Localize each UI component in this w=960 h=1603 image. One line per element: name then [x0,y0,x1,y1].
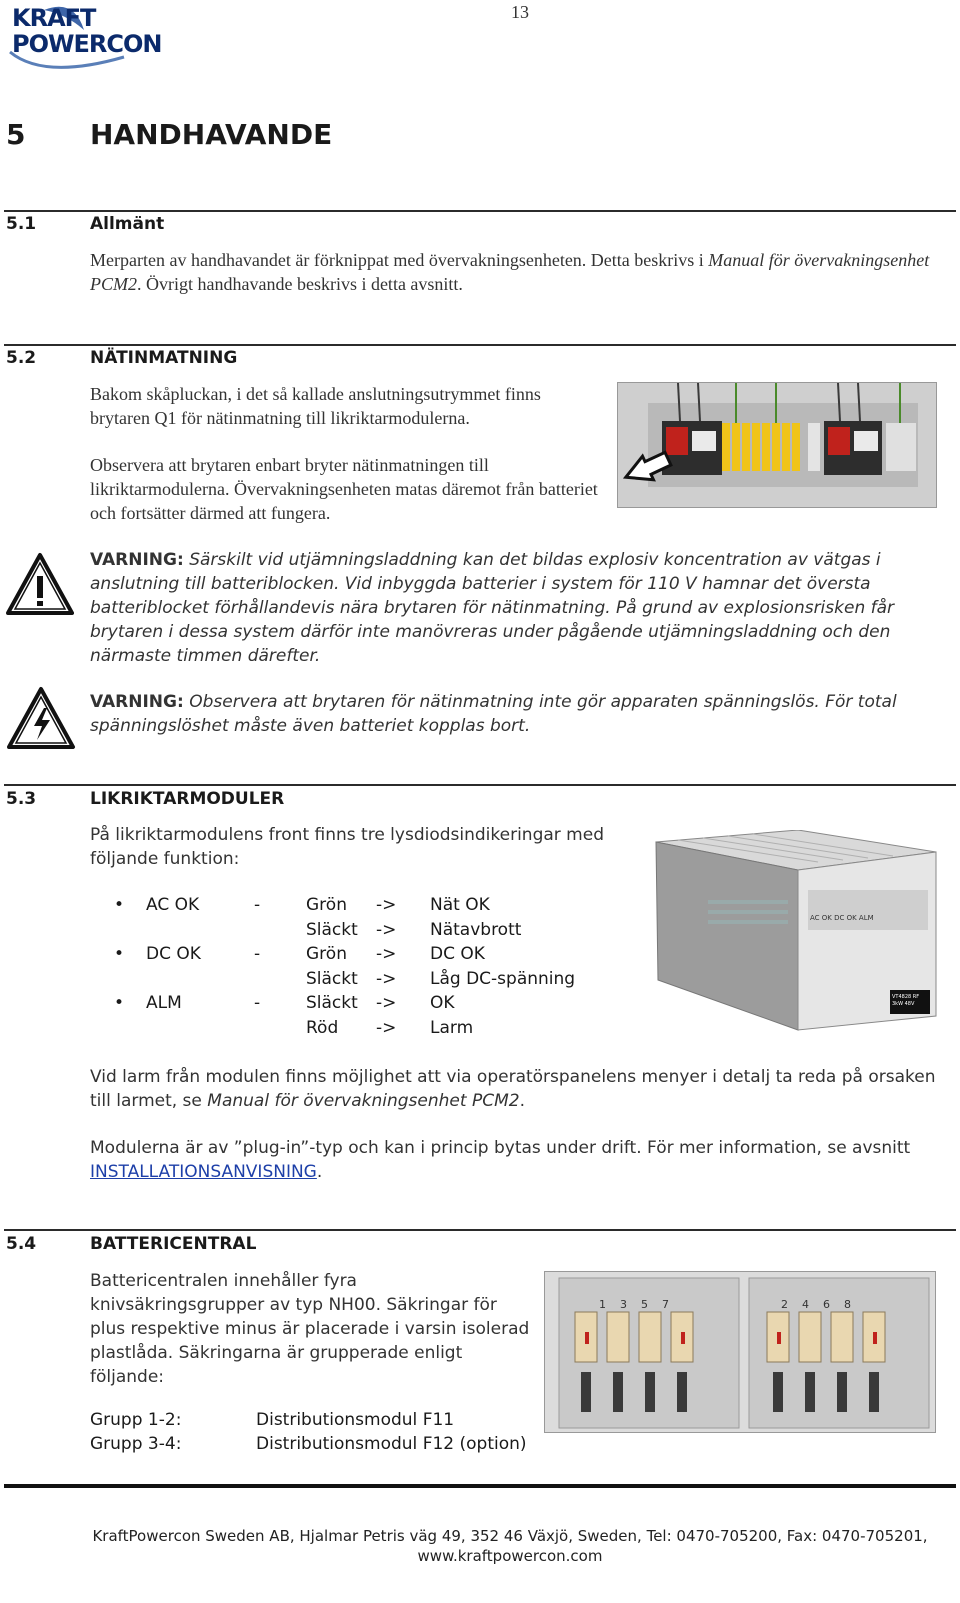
section-5-3-para-2 [90,1065,940,1113]
indicator-dash: - [254,895,261,915]
section-5-3-intro: På likriktarmodulens front finns tre lysdiodsindikeringar med följande funktion: [90,825,604,869]
bullet: • [114,944,125,964]
indicator-arrow: -> [376,895,397,915]
section-title-natinmatning: NÄTINMATNING [90,348,238,368]
company-logo [4,2,174,72]
indicator-state: Röd [306,1017,339,1038]
indicator-name: AC OK [146,895,200,915]
indicator-meaning: Nätavbrott [430,919,522,940]
breaker-photo [617,382,937,508]
footer [0,1526,960,1566]
warning-body: Observera att brytaren för nätinmatning inte gör apparaten spänningslös. För total spänningslöshet måste även batteriet kopplas bort. [90,692,897,736]
logo-line-2: POWERCON [12,30,162,58]
text-run: . [519,1091,525,1111]
warning-triangle-icon [6,552,74,616]
indicator-arrow: -> [376,1017,397,1038]
chapter-title: HANDHAVANDE [90,118,333,151]
chapter-number: 5 [6,118,26,151]
indicator-arrow: -> [376,968,397,989]
bullet: • [114,895,125,915]
page-number: 13 [511,2,529,22]
indicator-meaning: OK [430,993,455,1013]
footer-divider [4,1484,956,1488]
fuse-module: Distributionsmodul F11 [256,1410,455,1430]
indicator-dash: - [254,993,261,1013]
text-run: Vid larm från modulen finns möjlighet att via operatörspanelens menyer i detalj ta reda på orsaken till larmet, se [90,1067,936,1111]
indicator-state: Släckt [306,968,358,989]
indicator-arrow: -> [376,944,397,964]
section-number-5-1: 5.1 [6,214,37,234]
section-number-5-3: 5.3 [6,789,37,809]
indicator-meaning: DC OK [430,944,485,964]
section-5-2-para-1: Bakom skåpluckan, i det så kallade anslutningsutrymmet finns brytaren Q1 för nätinmatning till likriktarmodulerna. [90,384,541,428]
module-led-labels: AC OK DC OK ALM [810,914,874,922]
warning-label: VARNING: [90,692,184,712]
section-divider [4,344,956,346]
indicator-meaning: Låg DC-spänning [430,968,576,989]
text-run: . [316,1162,323,1182]
indicator-arrow: -> [376,993,397,1013]
indicator-state: Grön [306,944,347,964]
manual-reference: Manual för övervakningsenhet PCM2 [90,250,930,294]
indicator-meaning: Nät OK [430,895,490,915]
rectifier-module-photo [648,830,938,1042]
indicator-meaning: Larm [430,1017,474,1038]
text-run: Merparten av handhavandet är förknippat med övervakningsenheten. Detta beskrivs i [90,250,709,270]
module-model-label: VT4828 RF 3kW 48V [892,994,920,1007]
section-5-1-text [90,248,930,296]
section-number-5-4: 5.4 [6,1234,37,1254]
indicator-name: ALM [146,993,182,1013]
warning-label: VARNING: [90,550,184,570]
indicator-arrow: -> [376,919,397,940]
warning-voltage-text [90,690,910,738]
fuse-group: Grupp 1-2: [90,1410,182,1430]
manual-reference: Manual för övervakningsenhet PCM2 [207,1091,520,1111]
text-run: . Övrigt handhavande beskrivs i detta avsnitt. [137,274,463,294]
section-number-5-2: 5.2 [6,348,37,368]
fuse-box-photo [544,1271,936,1433]
section-title-likriktarmoduler: LIKRIKTARMODULER [90,789,285,809]
indicator-dash: - [254,944,261,964]
section-divider [4,784,956,786]
fuse-box-left-numbers: 1 3 5 7 [599,1298,669,1311]
logo-line-1: KRAFT [12,4,96,32]
warning-body: Särskilt vid utjämningsladdning kan det bildas explosiv koncentration av vätgas i anslutning till batteriblocken. Vid inbyggda batterier i system för 110 V hamnar det översta batteriblocket förhållandevis nära brytaren för nätinmatning. På grund av explosionsrisken får brytaren i dessa system därför inte manövreras under pågående utjämningsladdning och den närmaste timmen därefter. [90,550,895,666]
text-run: Modulerna är av ”plug-in”-typ och kan i princip bytas under drift. För mer information, se avsnitt [90,1138,911,1158]
fuse-box-right-numbers: 2 4 6 8 [781,1298,851,1311]
indicator-state: Släckt [306,993,358,1013]
indicator-state: Grön [306,895,347,915]
section-5-3-para-3 [90,1136,940,1184]
installation-link[interactable]: INSTALLATIONSANVISNING [90,1162,317,1182]
section-divider [4,210,956,212]
bullet: • [114,993,125,1013]
section-title-allmant: Allmänt [90,214,165,234]
warning-explosion-text [90,548,920,668]
fuse-group: Grupp 3-4: [90,1434,182,1454]
section-title-battericentral: BATTERICENTRAL [90,1234,257,1254]
fuse-module: Distributionsmodul F12 (option) [256,1434,527,1454]
footer-address: KraftPowercon Sweden AB, Hjalmar Petris väg 49, 352 46 Växjö, Sweden, Tel: 0470-705200, Fax: 0470-705201, [92,1527,928,1545]
indicator-state: Släckt [306,919,358,940]
section-5-2-para-2: Observera att brytaren enbart bryter nätinmatningen till likriktarmodulerna. Övervakningsenheten matas däremot från batteriet och fortsätter därmed att fungera. [90,455,598,523]
footer-website[interactable]: www.kraftpowercon.com [417,1547,603,1565]
indicator-name: DC OK [146,944,201,964]
section-divider [4,1229,956,1231]
section-5-4-intro: Battericentralen innehåller fyra knivsäkringsgrupper av typ NH00. Säkringar för plus respektive minus är placerade i varsin isolerad plastlåda. Säkringarna är grupperade enligt följande: [90,1271,530,1387]
electric-hazard-icon [6,686,76,750]
